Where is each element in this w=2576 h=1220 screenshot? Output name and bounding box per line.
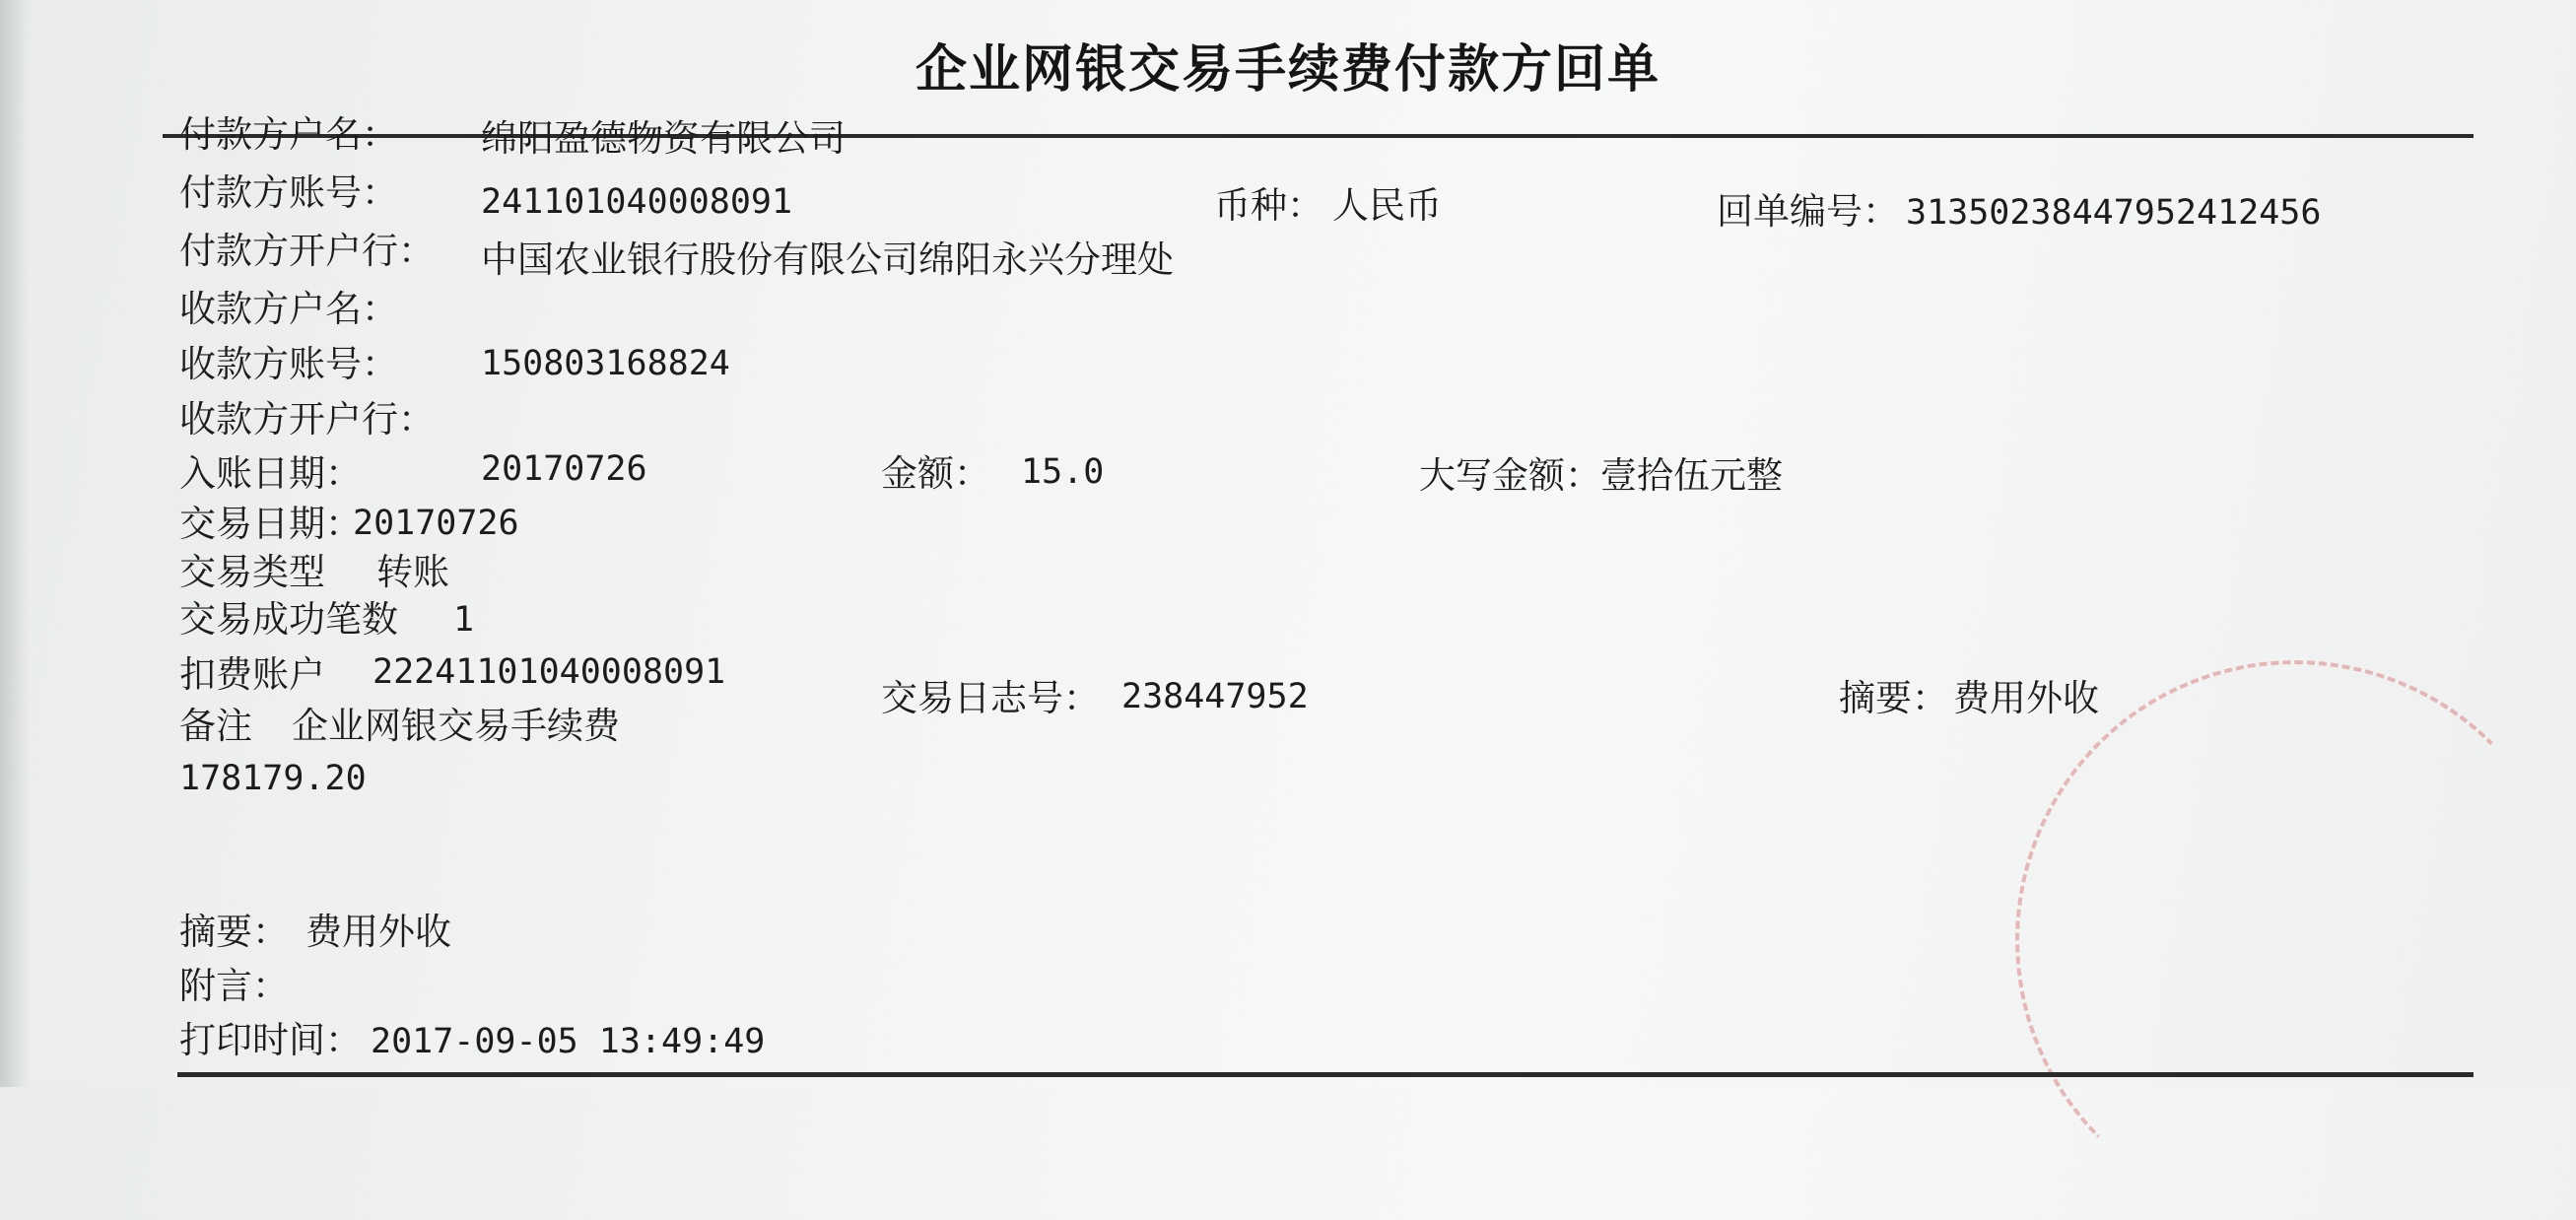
payer-name-label: 付款方户名： bbox=[179, 113, 398, 156]
success-count-value: 1 bbox=[453, 600, 475, 640]
payer-name: 绵阳盈德物资有限公司 bbox=[481, 117, 846, 160]
paper-shadow bbox=[0, 0, 30, 1087]
payer-account-label: 付款方账号： bbox=[179, 171, 398, 214]
remark-value: 企业网银交易手续费 bbox=[292, 705, 620, 747]
trade-type-label: 交易类型 bbox=[179, 551, 325, 593]
payee-account: 150803168824 bbox=[481, 344, 730, 383]
payee-name-label: 收款方户名： bbox=[179, 288, 398, 330]
payer-account: 241101040008091 bbox=[481, 182, 793, 222]
success-count-label: 交易成功笔数 bbox=[179, 598, 398, 641]
payer-bank: 中国农业银行股份有限公司绵阳永兴分理处 bbox=[481, 238, 1174, 281]
payee-bank-label: 收款方开户行： bbox=[179, 398, 435, 441]
amount-words-label: 大写金额： bbox=[1419, 454, 1601, 497]
fee-account-value: 22241101040008091 bbox=[373, 652, 726, 692]
bottom-divider bbox=[177, 1072, 2474, 1077]
trade-date-value: 20170726 bbox=[353, 504, 519, 543]
summary-label: 摘要： bbox=[179, 911, 289, 953]
currency-label: 币种： bbox=[1214, 184, 1323, 227]
print-time-value: 2017-09-05 13:49:49 bbox=[371, 1022, 766, 1061]
posting-date-value: 20170726 bbox=[481, 449, 647, 489]
amount-label: 金额： bbox=[881, 452, 990, 495]
summary-right-label: 摘要： bbox=[1839, 677, 1948, 719]
remark-amount: 178179.20 bbox=[179, 759, 367, 798]
receipt-no-label: 回单编号： bbox=[1717, 190, 1899, 233]
summary-right-value: 费用外收 bbox=[1953, 677, 2099, 719]
amount-value: 15.0 bbox=[1021, 452, 1105, 492]
trade-type-value: 转账 bbox=[376, 551, 449, 593]
log-no-label: 交易日志号： bbox=[881, 677, 1100, 719]
receipt-no-value: 31350238447952412456 bbox=[1906, 193, 2322, 233]
trade-date-label: 交易日期： bbox=[179, 503, 362, 545]
summary-value: 费用外收 bbox=[305, 911, 451, 953]
postscript-label: 附言： bbox=[179, 965, 289, 1007]
red-seal-stamp bbox=[2015, 660, 2575, 1220]
log-no-value: 238447952 bbox=[1121, 677, 1309, 716]
page-title: 企业网银交易手续费付款方回单 bbox=[915, 40, 1661, 100]
payee-account-label: 收款方账号： bbox=[179, 343, 398, 385]
amount-words-value: 壹拾伍元整 bbox=[1600, 454, 1783, 497]
posting-date-label: 入账日期： bbox=[179, 452, 362, 495]
fee-account-label: 扣费账户 bbox=[179, 653, 325, 696]
payer-bank-label: 付款方开户行： bbox=[179, 230, 435, 272]
currency-value: 人民币 bbox=[1332, 184, 1442, 227]
remark-label: 备注 bbox=[179, 705, 252, 747]
print-time-label: 打印时间： bbox=[179, 1019, 362, 1061]
